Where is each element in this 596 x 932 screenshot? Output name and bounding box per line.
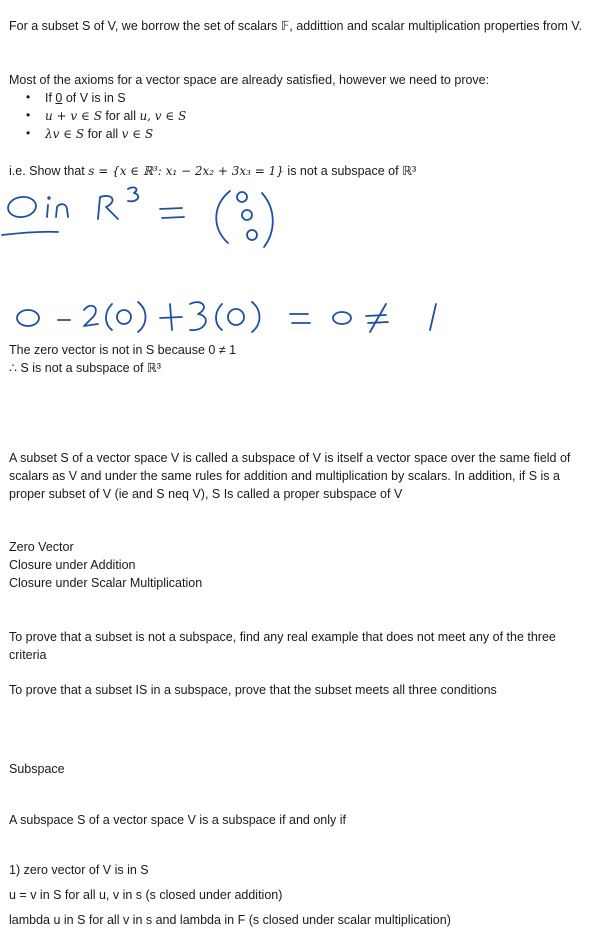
bullet-math: λv ∈ S xyxy=(45,127,85,141)
condition-1: 1) zero vector of V is in S xyxy=(9,863,149,877)
bullet-underlined-zero: 0 xyxy=(55,91,63,105)
bullet-dot: • xyxy=(26,90,31,104)
criteria-closure-addition: Closure under Addition xyxy=(9,558,136,572)
bullet-prefix: If xyxy=(45,91,56,105)
bullet-suffix: of V is in S xyxy=(62,91,126,105)
example-statement xyxy=(9,163,416,179)
intro-paragraph-2: Most of the axioms for a vector space are already satisfied, however we need to prove: xyxy=(9,73,490,87)
condition-2: u = v in S for all u, v in s (s closed under addition) xyxy=(9,888,283,902)
bullet-math: u, v ∈ S xyxy=(139,109,187,123)
prove-is-subspace: To prove that a subset IS in a subspace, prove that the subset meets all three conditions xyxy=(9,683,497,697)
bullet-math: u + v ∈ S xyxy=(45,109,102,123)
bullet-text: for all xyxy=(101,109,140,123)
bullet-math: v ∈ S xyxy=(121,127,154,141)
bullet-dot: • xyxy=(26,108,31,122)
bullet-item-zero xyxy=(45,90,126,106)
subspace-heading: Subspace xyxy=(9,762,65,776)
intro-paragraph-1: For a subset S of V, we borrow the set of scalars 𝔽, addittion and scalar multiplication properties from V. xyxy=(9,19,583,33)
example-set-expression: s = {x ∈ ℝ³: x₁ − 2x₂ + 3x₃ = 1} xyxy=(88,164,284,178)
handwritten-zero-vector xyxy=(0,183,596,263)
bullet-text: for all xyxy=(84,127,122,141)
example-suffix: is not a subspace of ℝ³ xyxy=(283,164,417,178)
handwritten-equation xyxy=(0,290,596,338)
bullet-item-addition xyxy=(45,108,186,124)
criteria-zero-vector: Zero Vector xyxy=(9,540,74,554)
prove-not-subspace: To prove that a subset is not a subspace, find any real example that does not meet any of the three criteria xyxy=(9,630,556,662)
bullet-dot: • xyxy=(26,126,31,140)
condition-3: lambda u in S for all v in s and lambda in F (s closed under scalar multiplication) xyxy=(9,913,451,927)
subspace-definition: A subset S of a vector space V is called a subspace of V is itself a vector space over the same field of scalars as V and under the same rules for addition and multiplication by scalars. In addition, if S is a proper subset of V (ie and S neq V), S Is called a proper subspace of V xyxy=(9,451,571,501)
iff-statement: A subspace S of a vector space V is a subspace if and only if xyxy=(9,813,346,827)
conclusion-line-2: ∴ S is not a subspace of ℝ³ xyxy=(9,361,161,375)
criteria-closure-scalar: Closure under Scalar Multiplication xyxy=(9,576,203,590)
conclusion-line-1: The zero vector is not in S because 0 ≠ 1 xyxy=(9,343,237,357)
bullet-item-scalar xyxy=(45,126,153,142)
example-prefix: i.e. Show that xyxy=(9,164,89,178)
